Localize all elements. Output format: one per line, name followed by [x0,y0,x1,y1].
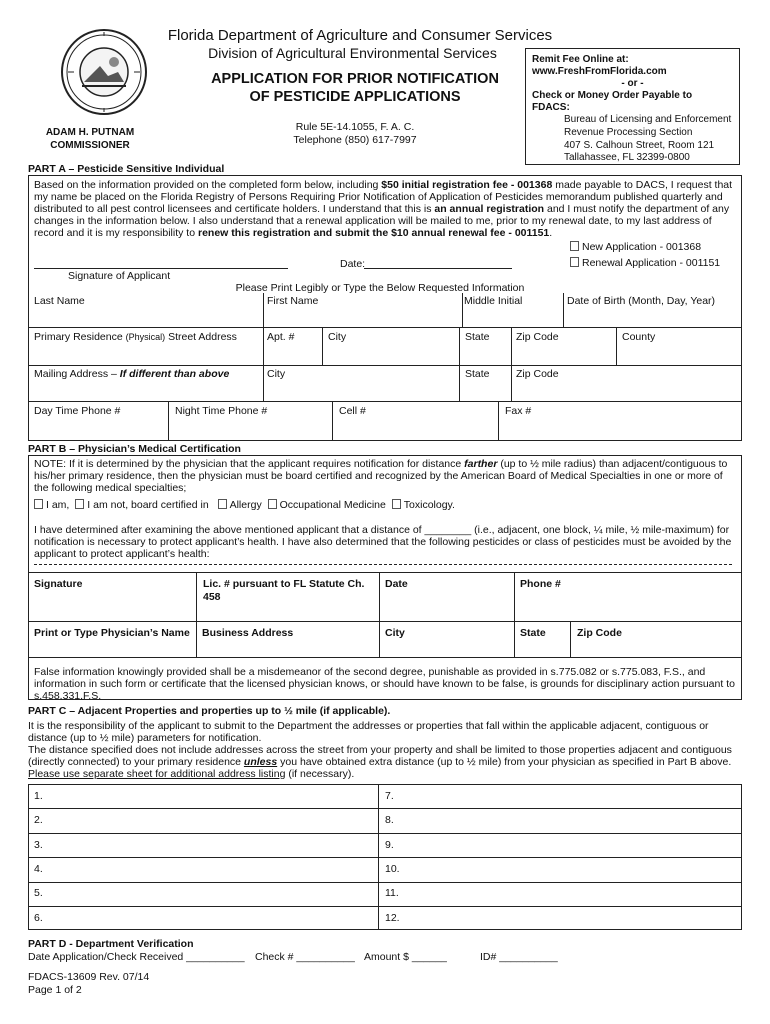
address-entry[interactable]: 7. [385,790,394,802]
apt-field[interactable]: Apt. # [267,331,295,343]
zip-field[interactable]: Zip Code [516,331,559,343]
toxicology-checkbox[interactable] [392,499,401,509]
form-number: FDACS-13609 Rev. 07/14 [28,971,150,983]
county-field[interactable]: County [622,331,656,343]
remit-address-2: Revenue Processing Section [564,127,693,138]
remit-check-label: Check or Money Order Payable to [532,90,693,101]
print-legibly-note: Please Print Legibly or Type the Below Requested Information [235,282,525,294]
applicant-signature-line[interactable] [34,268,288,269]
remit-or: - or - [621,78,644,89]
part-c-heading: PART C – Adjacent Properties and properties up to ½ mile (if applicable). [28,705,391,717]
physician-date-field[interactable]: Date [385,578,408,590]
telephone: Telephone (850) 617-7997 [293,134,417,146]
remit-address-1: Bureau of Licensing and Enforcement [564,114,732,125]
check-number-field[interactable]: Check # __________ [255,951,355,963]
amount-field[interactable]: Amount $ ______ [364,951,447,963]
address-entry[interactable]: 2. [34,814,43,826]
commissioner-name: ADAM H. PUTNAM [45,127,135,138]
board-certification-options: I am, I am not, board certified in Allergy Occupational Medicine Toxicology. [34,499,455,512]
middle-initial-field[interactable]: Middle Initial [464,295,523,307]
address-entry[interactable]: 5. [34,887,43,899]
remit-fdacs: FDACS: [532,102,570,113]
mailing-state-field[interactable]: State [465,368,490,380]
remit-online-label: Remit Fee Online at: [532,54,629,65]
license-number-field[interactable]: Lic. # pursuant to FL Statute Ch. 458 [203,578,365,603]
page-number: Page 1 of 2 [28,984,82,996]
i-am-not-checkbox[interactable] [75,499,84,509]
applicant-date-line[interactable] [364,268,512,269]
part-c-paragraph-1: It is the responsibility of the applicant to submit to the Department the addresses or properties that fall within the applicable adjacent, contiguous or distance (up to ½ mile) parameters for notification. [28,720,709,744]
address-entry[interactable]: 12. [385,912,400,924]
date-of-birth-field[interactable]: Date of Birth (Month, Day, Year) [567,295,716,307]
remit-url: www.FreshFromFlorida.com [532,66,667,77]
part-a-statement: Based on the information provided on the completed form below, including $50 initial registration fee - 001368 made payable to DACS, I request that my name be placed on the Florida Registry of Persons Requiring Prior Notification of Application of Pesticides memorandum published quarterly and distributed to all pest control licensees and certificate holders. I understand that this is an annual registration and I must notify the department of any changes in the information below. I also understand that a renewal application will be mailed to me, prior to my renewal date, to my last address of record and it is my responsibility to renew this registration and submit the $10 annual renewal fee - 001151. [34,179,733,239]
mailing-zip-field[interactable]: Zip Code [516,368,559,380]
day-phone-field[interactable]: Day Time Phone # [34,405,121,417]
first-name-field[interactable]: First Name [267,295,319,307]
address-entry[interactable]: 6. [34,912,43,924]
fdacs-seal [60,28,148,116]
physician-determination: I have determined after examining the above mentioned applicant that a distance of ________ (i.e., adjacent, one block, ¼ mile, ½ mile-maximum) for notification is necessary to protect applicant’s health. I have also determined that the following pesticides or class of pesticides must be avoided by the applicant to protect applicant’s health: [34,524,732,560]
new-application-option[interactable]: New Application - 001368 [570,241,701,254]
address-entry[interactable]: 9. [385,839,394,851]
physician-state-field[interactable]: State [520,627,546,639]
part-b-note: NOTE: If it is determined by the physician that the applicant requires notification for distance farther (up to ½ mile radius) than adjacent/contiguous to his/her primary residence, then the physician must be board certified and recognized by the American Board of Medical Specialties in one or more of the following medical specialties; [34,458,728,494]
mailing-address-field[interactable]: Mailing Address – If different than above [34,368,230,380]
physician-signature-field[interactable]: Signature [34,578,83,590]
pesticides-avoid-line[interactable] [34,564,732,565]
physician-phone-field[interactable]: Phone # [520,578,561,590]
form-title-line1: APPLICATION FOR PRIOR NOTIFICATION [211,71,499,87]
cell-phone-field[interactable]: Cell # [339,405,366,417]
night-phone-field[interactable]: Night Time Phone # [175,405,268,417]
part-a-heading: PART A – Pesticide Sensitive Individual [28,163,225,175]
address-entry[interactable]: 3. [34,839,43,851]
division-name: Division of Agricultural Environmental Services [208,45,497,61]
new-application-checkbox[interactable] [570,241,579,251]
rule-reference: Rule 5E-14.1055, F. A. C. [295,121,415,133]
renewal-application-checkbox[interactable] [570,257,579,267]
state-field[interactable]: State [465,331,490,343]
mailing-city-field[interactable]: City [267,368,286,380]
i-am-checkbox[interactable] [34,499,43,509]
form-title-line2: OF PESTICIDE APPLICATIONS [249,89,461,105]
remit-address-4: Tallahassee, FL 32399-0800 [564,152,690,163]
address-entry[interactable]: 8. [385,814,394,826]
allergy-checkbox[interactable] [218,499,227,509]
part-d-heading: PART D - Department Verification [28,938,194,950]
address-entry[interactable]: 10. [385,863,400,875]
part-b-heading: PART B – Physician’s Medical Certification [28,443,241,455]
last-name-field[interactable]: Last Name [34,295,85,307]
physician-zip-field[interactable]: Zip Code [577,627,622,639]
id-field[interactable]: ID# __________ [480,951,558,963]
primary-residence-field[interactable]: Primary Residence (Physical) Street Address [34,331,237,343]
physician-name-field[interactable]: Print or Type Physician’s Name [34,627,190,639]
date-label: Date: [340,258,366,270]
address-entry[interactable]: 11. [385,887,399,899]
occupational-medicine-checkbox[interactable] [268,499,277,509]
address-entry[interactable]: 1. [34,790,43,802]
part-c-paragraph-2: The distance specified does not include addresses across the street from your property and shall be limited to those properties adjacent and contiguous (directly connected) to your primary residence unless you have obtained extra distance (up to ½ mile) from your physician as specified in Part B above. Please use separate sheet for additional address listing (if necessary). [28,744,732,780]
physician-city-field[interactable]: City [385,627,405,639]
commissioner-title: COMMISSIONER [50,140,130,151]
remit-box [525,48,740,165]
renewal-application-option[interactable]: Renewal Application - 001151 [570,257,720,270]
fax-field[interactable]: Fax # [505,405,532,417]
remit-address-3: 407 S. Calhoun Street, Room 121 [564,140,715,151]
address-entry[interactable]: 4. [34,863,43,875]
signature-of-applicant-label: Signature of Applicant [68,270,171,282]
date-received-field[interactable]: Date Application/Check Received __________ [28,951,245,963]
city-field[interactable]: City [328,331,347,343]
department-name: Florida Department of Agriculture and Consumer Services [167,27,553,44]
false-information-warning: False information knowingly provided shall be a misdemeanor of the second degree, punishable as provided in s.775.082 or s.775.083, F.S., and information in such form or certificate that the licensed physician knows, or should have known to be false, is grounds for disciplinary action pursuant to s.458.331.F.S. [34,666,735,702]
business-address-field[interactable]: Business Address [202,627,294,639]
